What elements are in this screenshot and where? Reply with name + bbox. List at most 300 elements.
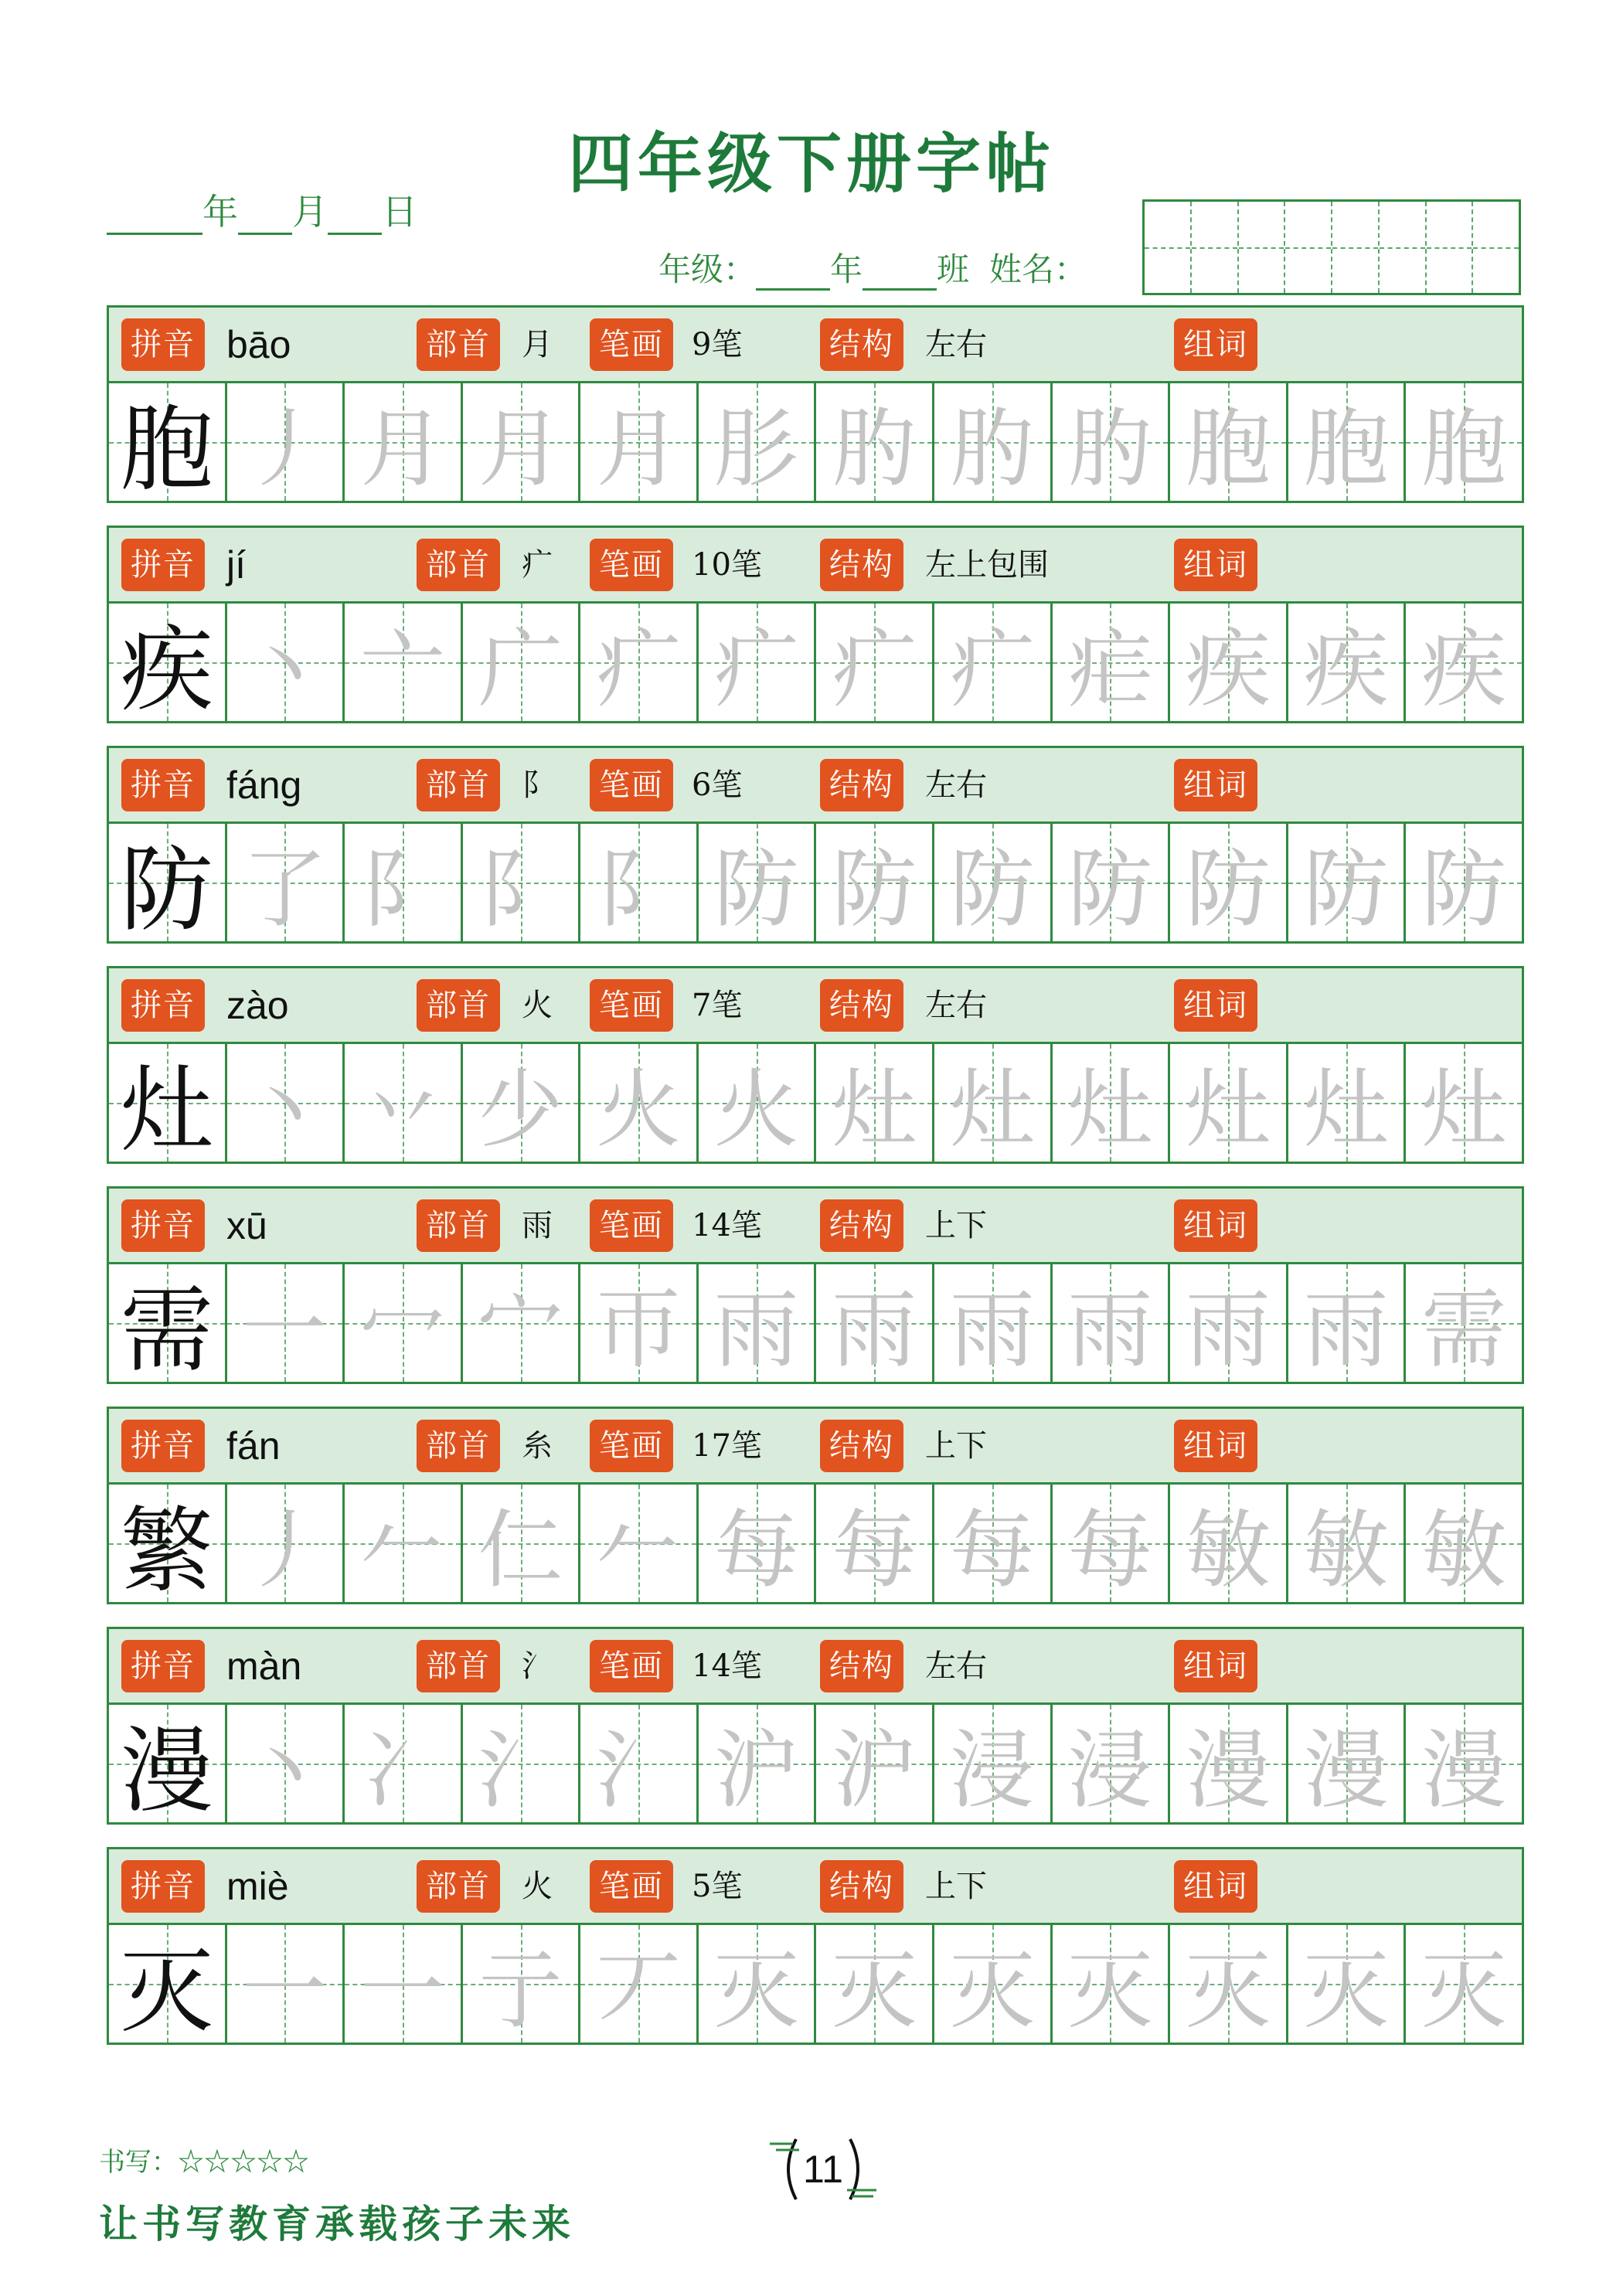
tracing-cell[interactable]: [934, 1705, 1053, 1822]
tracing-cell[interactable]: [699, 1705, 817, 1822]
structure-tag: 结构: [820, 1860, 903, 1913]
tracing-cell[interactable]: [1053, 1925, 1171, 2043]
tracing-cell[interactable]: [345, 1705, 463, 1822]
strokes-value: 10笔: [692, 547, 762, 583]
date-line: [107, 184, 417, 235]
tracing-cell[interactable]: [1053, 604, 1171, 721]
tracing-cell[interactable]: [816, 383, 934, 501]
strokes-tag: 笔画: [590, 1420, 673, 1472]
practice-entry: [107, 305, 1524, 503]
stroke-step-character: 亍: [478, 1941, 563, 2040]
tracing-cell[interactable]: [1406, 383, 1522, 501]
rating-label: 书写：☆☆☆☆☆: [99, 2147, 309, 2178]
tracing-cell[interactable]: [1170, 1044, 1288, 1162]
stroke-step-character: 𠂉: [359, 1501, 445, 1600]
structure-tag: 结构: [820, 759, 903, 811]
stroke-step-character: 防: [1185, 840, 1271, 939]
tracing-cell[interactable]: [345, 1044, 463, 1162]
stroke-step-character: 月: [478, 400, 563, 498]
page-title: 四年级下册字帖: [567, 125, 1055, 202]
stroke-step-character: 胞: [1303, 400, 1389, 498]
structure-value: 左右: [925, 988, 987, 1023]
main-character-cell[interactable]: [109, 1925, 227, 2046]
structure-value: 左右: [925, 327, 987, 362]
tracing-cell[interactable]: [816, 604, 934, 721]
stroke-step-character: 肑: [832, 400, 917, 498]
tracing-cell[interactable]: [345, 1264, 463, 1382]
words-tag: 组词: [1174, 318, 1257, 371]
tracing-cell[interactable]: [1170, 1705, 1288, 1822]
practice-grid: [109, 1264, 1522, 1385]
tracing-cell[interactable]: [816, 824, 934, 941]
strokes-value: 7笔: [692, 988, 743, 1023]
stroke-step-character: 灭: [713, 1941, 799, 2040]
tracing-cell[interactable]: [580, 1044, 699, 1162]
stroke-step-character: 灶: [1185, 1060, 1271, 1159]
stroke-step-character: 肑: [949, 400, 1035, 498]
structure-value: 上下: [925, 1869, 987, 1904]
tracing-cell[interactable]: [1170, 1264, 1288, 1382]
stroke-step-character: 阝: [359, 840, 445, 939]
stroke-step-character: 敏: [1421, 1501, 1507, 1600]
tracing-cell[interactable]: [1170, 1925, 1288, 2043]
radical-tag: 部首: [417, 1860, 500, 1913]
stroke-step-character: 沪: [713, 1721, 799, 1820]
name-cell[interactable]: [1332, 202, 1380, 293]
main-character-cell[interactable]: [109, 1705, 227, 1825]
tracing-cell[interactable]: [463, 1925, 581, 2043]
practice-entry: [107, 526, 1524, 723]
radical-tag: 部首: [417, 539, 500, 591]
tracing-cell[interactable]: [816, 1925, 934, 2043]
stroke-step-character: 𠂉: [596, 1501, 682, 1600]
tracing-cell[interactable]: [1053, 824, 1171, 941]
stroke-step-character: 少: [478, 1060, 563, 1159]
pinyin-tag: 拼音: [121, 759, 205, 811]
tracing-cell[interactable]: [934, 1044, 1053, 1162]
stroke-step-character: 雨: [1067, 1281, 1153, 1379]
month-blank[interactable]: [238, 194, 292, 235]
stroke-step-character: 疒: [713, 620, 799, 719]
stroke-step-character: 了: [242, 840, 328, 939]
pinyin-value: bāo: [226, 323, 291, 366]
entry-header: [109, 1849, 1522, 1925]
tracing-cell[interactable]: [816, 1485, 934, 1602]
stroke-step-character: 冫: [359, 1721, 445, 1820]
stroke-step-character: 灭: [1185, 1941, 1271, 2040]
pinyin-tag: 拼音: [121, 979, 205, 1032]
pinyin-tag: 拼音: [121, 1420, 205, 1472]
tracing-cell[interactable]: [1288, 1044, 1407, 1162]
tracing-cell[interactable]: [1170, 604, 1288, 721]
stroke-step-character: 雨: [949, 1281, 1035, 1379]
entry-header: [109, 1629, 1522, 1705]
stroke-step-character: 月: [359, 400, 445, 498]
tracing-cell[interactable]: [463, 824, 581, 941]
radical-value: 火: [522, 1869, 553, 1904]
radical-value: 雨: [522, 1208, 553, 1243]
stroke-step-character: 丶: [242, 1060, 328, 1159]
class-blank[interactable]: [863, 250, 937, 291]
tracing-cell[interactable]: [1170, 824, 1288, 941]
stroke-step-character: 灭: [1421, 1941, 1507, 2040]
stroke-step-character: 月: [596, 400, 682, 498]
tracing-cell[interactable]: [463, 1044, 581, 1162]
stroke-step-character: 疾: [1185, 620, 1271, 719]
tracing-cell[interactable]: [816, 1705, 934, 1822]
stroke-step-character: 一: [242, 1281, 328, 1379]
structure-tag: 结构: [820, 1420, 903, 1472]
main-character-cell[interactable]: [109, 383, 227, 504]
tracing-cell[interactable]: [345, 604, 463, 721]
radical-tag: 部首: [417, 1199, 500, 1252]
words-tag: 组词: [1174, 1640, 1257, 1692]
practice-grid: [109, 383, 1522, 504]
tracing-cell[interactable]: [699, 604, 817, 721]
year-label: 年: [202, 191, 238, 233]
main-character-cell[interactable]: [109, 824, 227, 944]
entry-header: [109, 1409, 1522, 1485]
stroke-step-character: 浸: [1067, 1721, 1153, 1820]
tracing-cell[interactable]: [227, 383, 345, 501]
day-blank[interactable]: [328, 194, 382, 235]
tracing-cell[interactable]: [345, 824, 463, 941]
tracing-cell[interactable]: [463, 1485, 581, 1602]
stroke-step-character: 雨: [1303, 1281, 1389, 1379]
stroke-step-character: 阝: [596, 840, 682, 939]
stroke-step-character: 漫: [1185, 1721, 1271, 1820]
grade-blank[interactable]: [756, 250, 830, 291]
entry-header: [109, 968, 1522, 1044]
stroke-step-character: 灶: [1067, 1060, 1153, 1159]
tracing-cell[interactable]: [1053, 1044, 1171, 1162]
tracing-cell[interactable]: [699, 1264, 817, 1382]
tracing-cell[interactable]: [1170, 383, 1288, 501]
stroke-step-character: 灶: [949, 1060, 1035, 1159]
stroke-step-character: 浸: [949, 1721, 1035, 1820]
name-cell[interactable]: [1239, 202, 1286, 293]
stroke-step-character: 雨: [1185, 1281, 1271, 1379]
structure-tag: 结构: [820, 318, 903, 371]
strokes-value: 17笔: [692, 1428, 762, 1464]
stroke-step-character: 雨: [832, 1281, 917, 1379]
name-cell[interactable]: [1380, 202, 1427, 293]
main-character-cell[interactable]: [109, 1485, 227, 1605]
radical-value: 糸: [522, 1428, 553, 1464]
tracing-cell[interactable]: [580, 1925, 699, 2043]
stroke-step-character: 丷: [359, 1060, 445, 1159]
tracing-cell[interactable]: [816, 1264, 934, 1382]
tracing-cell[interactable]: [1288, 1705, 1407, 1822]
stroke-step-character: 冖: [359, 1281, 445, 1379]
tracing-cell[interactable]: [1288, 383, 1407, 501]
stroke-step-character: 每: [832, 1501, 917, 1600]
tracing-cell[interactable]: [1406, 1485, 1522, 1602]
tracing-cell[interactable]: [580, 383, 699, 501]
pinyin-value: zào: [226, 984, 289, 1027]
tracing-cell[interactable]: [1406, 1925, 1522, 2043]
stroke-step-character: 防: [1303, 840, 1389, 939]
structure-value: 左右: [925, 767, 987, 803]
stroke-step-character: 火: [713, 1060, 799, 1159]
stroke-step-character: 每: [1067, 1501, 1153, 1600]
tracing-cell[interactable]: [580, 824, 699, 941]
strokes-tag: 笔画: [590, 1860, 673, 1913]
pinyin-tag: 拼音: [121, 1860, 205, 1913]
words-tag: 组词: [1174, 1199, 1257, 1252]
main-character: 灭: [120, 1938, 213, 2046]
tracing-cell[interactable]: [580, 1485, 699, 1602]
stroke-step-character: 丆: [596, 1941, 682, 2040]
practice-grid: [109, 824, 1522, 944]
tracing-cell[interactable]: [463, 604, 581, 721]
strokes-value: 14笔: [692, 1648, 762, 1684]
practice-entry: [107, 966, 1524, 1164]
tracing-cell[interactable]: [345, 383, 463, 501]
stroke-step-character: 丿: [242, 1501, 328, 1600]
pinyin-value: miè: [226, 1865, 289, 1908]
stroke-step-character: 胞: [1185, 400, 1271, 498]
radical-tag: 部首: [417, 759, 500, 811]
grade-line: [658, 244, 1087, 291]
pinyin-tag: 拼音: [121, 318, 205, 371]
words-tag: 组词: [1174, 1420, 1257, 1472]
main-character: 疾: [120, 617, 213, 724]
practice-entry: [107, 746, 1524, 944]
stroke-step-character: 帀: [596, 1281, 682, 1379]
pinyin-value: xū: [226, 1204, 267, 1247]
tracing-cell[interactable]: [580, 1705, 699, 1822]
main-character-cell[interactable]: [109, 1264, 227, 1385]
practice-grid: [109, 604, 1522, 724]
name-label: 姓名：: [989, 250, 1087, 288]
stroke-step-character: 敏: [1185, 1501, 1271, 1600]
stroke-step-character: 灭: [832, 1941, 917, 2040]
radical-value: 月: [522, 327, 553, 362]
tracing-cell[interactable]: [934, 1264, 1053, 1382]
grade-nian: 年: [830, 250, 863, 288]
structure-tag: 结构: [820, 979, 903, 1032]
stroke-step-character: 漫: [1421, 1721, 1507, 1820]
stroke-step-character: 灭: [1303, 1941, 1389, 2040]
practice-entry: [107, 1627, 1524, 1825]
stroke-step-character: 仁: [478, 1501, 563, 1600]
pinyin-tag: 拼音: [121, 1640, 205, 1692]
structure-value: 上下: [925, 1208, 987, 1243]
stroke-step-character: 肜: [713, 400, 799, 498]
practice-entry: [107, 1407, 1524, 1604]
structure-tag: 结构: [820, 1199, 903, 1252]
tracing-cell[interactable]: [1288, 604, 1407, 721]
tracing-cell[interactable]: [1053, 1264, 1171, 1382]
tracing-cell[interactable]: [345, 1925, 463, 2043]
stroke-step-character: 防: [1067, 840, 1153, 939]
radical-tag: 部首: [417, 1640, 500, 1692]
main-character: 灶: [120, 1057, 213, 1165]
tracing-cell[interactable]: [699, 1925, 817, 2043]
main-character: 需: [120, 1277, 213, 1385]
stroke-step-character: 广: [478, 620, 563, 719]
entry-header: [109, 528, 1522, 604]
tracing-cell[interactable]: [934, 383, 1053, 501]
page-number: 11: [803, 2148, 843, 2191]
structure-tag: 结构: [820, 539, 903, 591]
strokes-tag: 笔画: [590, 1199, 673, 1252]
stroke-step-character: 防: [949, 840, 1035, 939]
radical-value: 疒: [522, 547, 553, 583]
name-grid[interactable]: [1142, 199, 1521, 295]
month-label: 月: [292, 191, 328, 233]
tracing-cell[interactable]: [1406, 1044, 1522, 1162]
stroke-step-character: 一: [242, 1941, 328, 2040]
slogan: 让书写教育承载孩子未来: [99, 2201, 575, 2247]
stroke-step-character: 疾: [1303, 620, 1389, 719]
stroke-step-character: 一: [359, 1941, 445, 2040]
strokes-tag: 笔画: [590, 318, 673, 371]
tracing-cell[interactable]: [580, 604, 699, 721]
name-cell[interactable]: [1192, 202, 1239, 293]
stroke-step-character: 防: [832, 840, 917, 939]
tracing-cell[interactable]: [934, 604, 1053, 721]
stroke-step-character: 沪: [832, 1721, 917, 1820]
name-cell[interactable]: [1473, 202, 1519, 293]
tracing-cell[interactable]: [227, 1264, 345, 1382]
tracing-cell[interactable]: [227, 1044, 345, 1162]
stroke-step-character: 肑: [1067, 400, 1153, 498]
tracing-cell[interactable]: [934, 1925, 1053, 2043]
radical-tag: 部首: [417, 979, 500, 1032]
main-character-cell[interactable]: [109, 1044, 227, 1165]
tracing-cell[interactable]: [1406, 824, 1522, 941]
grade-label: 年级：: [658, 250, 757, 288]
pinyin-value: jí: [226, 543, 246, 587]
tracing-cell[interactable]: [227, 604, 345, 721]
name-cell[interactable]: [1285, 202, 1332, 293]
strokes-tag: 笔画: [590, 759, 673, 811]
name-cell[interactable]: [1145, 202, 1192, 293]
tracing-cell[interactable]: [227, 1925, 345, 2043]
name-cell[interactable]: [1427, 202, 1474, 293]
tracing-cell[interactable]: [1288, 1485, 1407, 1602]
tracing-cell[interactable]: [1406, 1264, 1522, 1382]
stroke-step-character: 防: [1421, 840, 1507, 939]
tracing-cell[interactable]: [463, 1264, 581, 1382]
stroke-step-character: 每: [949, 1501, 1035, 1600]
tracing-cell[interactable]: [1288, 1925, 1407, 2043]
pinyin-tag: 拼音: [121, 539, 205, 591]
words-tag: 组词: [1174, 979, 1257, 1032]
tracing-cell[interactable]: [227, 1485, 345, 1602]
grade-ban: 班: [937, 250, 970, 288]
stroke-step-character: 丶: [242, 620, 328, 719]
tracing-cell[interactable]: [1053, 1485, 1171, 1602]
stroke-step-character: 阝: [478, 840, 563, 939]
radical-value: 氵: [522, 1648, 553, 1684]
tracing-cell[interactable]: [227, 824, 345, 941]
tracing-cell[interactable]: [227, 1705, 345, 1822]
stroke-step-character: 疒: [832, 620, 917, 719]
main-character: 漫: [120, 1718, 213, 1825]
tracing-cell[interactable]: [463, 383, 581, 501]
strokes-value: 14笔: [692, 1208, 762, 1243]
strokes-value: 5笔: [692, 1869, 743, 1904]
stroke-step-character: 漫: [1303, 1721, 1389, 1820]
stroke-step-character: 雨: [713, 1281, 799, 1379]
radical-value: 阝: [522, 767, 553, 803]
tracing-cell[interactable]: [816, 1044, 934, 1162]
entry-header: [109, 308, 1522, 383]
words-tag: 组词: [1174, 759, 1257, 811]
stroke-step-character: 灶: [1303, 1060, 1389, 1159]
tracing-cell[interactable]: [1406, 1705, 1522, 1822]
stroke-step-character: 宀: [478, 1281, 563, 1379]
structure-tag: 结构: [820, 1640, 903, 1692]
stroke-step-character: 火: [596, 1060, 682, 1159]
entry-header: [109, 748, 1522, 824]
tracing-cell[interactable]: [463, 1705, 581, 1822]
practice-grid: [109, 1044, 1522, 1165]
practice-entry: [107, 1847, 1524, 2045]
stroke-step-character: 胞: [1421, 400, 1507, 498]
tracing-cell[interactable]: [1288, 1264, 1407, 1382]
tracing-cell[interactable]: [699, 824, 817, 941]
structure-value: 上下: [925, 1428, 987, 1464]
structure-value: 左右: [925, 1648, 987, 1684]
main-character: 防: [120, 837, 213, 944]
page-number-badge: [765, 2127, 881, 2212]
main-character: 繁: [120, 1498, 213, 1605]
strokes-tag: 笔画: [590, 979, 673, 1032]
pinyin-value: fán: [226, 1424, 281, 1468]
main-character-cell[interactable]: [109, 604, 227, 724]
entry-header: [109, 1189, 1522, 1264]
tracing-cell[interactable]: [934, 824, 1053, 941]
tracing-cell[interactable]: [1406, 604, 1522, 721]
practice-grid: [109, 1485, 1522, 1605]
stroke-step-character: 疾: [1421, 620, 1507, 719]
stroke-step-character: 疒: [596, 620, 682, 719]
year-blank[interactable]: [107, 194, 202, 235]
radical-value: 火: [522, 988, 553, 1023]
tracing-cell[interactable]: [699, 1485, 817, 1602]
stroke-step-character: 防: [713, 840, 799, 939]
stroke-step-character: 灭: [949, 1941, 1035, 2040]
stroke-step-character: 氵: [478, 1721, 563, 1820]
pinyin-value: fáng: [226, 764, 302, 807]
tracing-cell[interactable]: [580, 1264, 699, 1382]
words-tag: 组词: [1174, 539, 1257, 591]
tracing-cell[interactable]: [934, 1485, 1053, 1602]
tracing-cell[interactable]: [699, 383, 817, 501]
stroke-step-character: 灶: [832, 1060, 917, 1159]
day-label: 日: [382, 191, 417, 233]
stroke-step-character: 氵: [596, 1721, 682, 1820]
tracing-cell[interactable]: [345, 1485, 463, 1602]
tracing-cell[interactable]: [1288, 824, 1407, 941]
tracing-cell[interactable]: [1053, 1705, 1171, 1822]
stroke-step-character: 亠: [359, 620, 445, 719]
tracing-cell[interactable]: [699, 1044, 817, 1162]
stroke-step-character: 需: [1421, 1281, 1507, 1379]
strokes-tag: 笔画: [590, 1640, 673, 1692]
tracing-cell[interactable]: [1170, 1485, 1288, 1602]
practice-grid: [109, 1705, 1522, 1825]
stroke-step-character: 敏: [1303, 1501, 1389, 1600]
tracing-cell[interactable]: [1053, 383, 1171, 501]
strokes-value: 9笔: [692, 327, 743, 362]
stroke-step-character: 丿: [242, 400, 328, 498]
stroke-step-character: 丶: [242, 1721, 328, 1820]
